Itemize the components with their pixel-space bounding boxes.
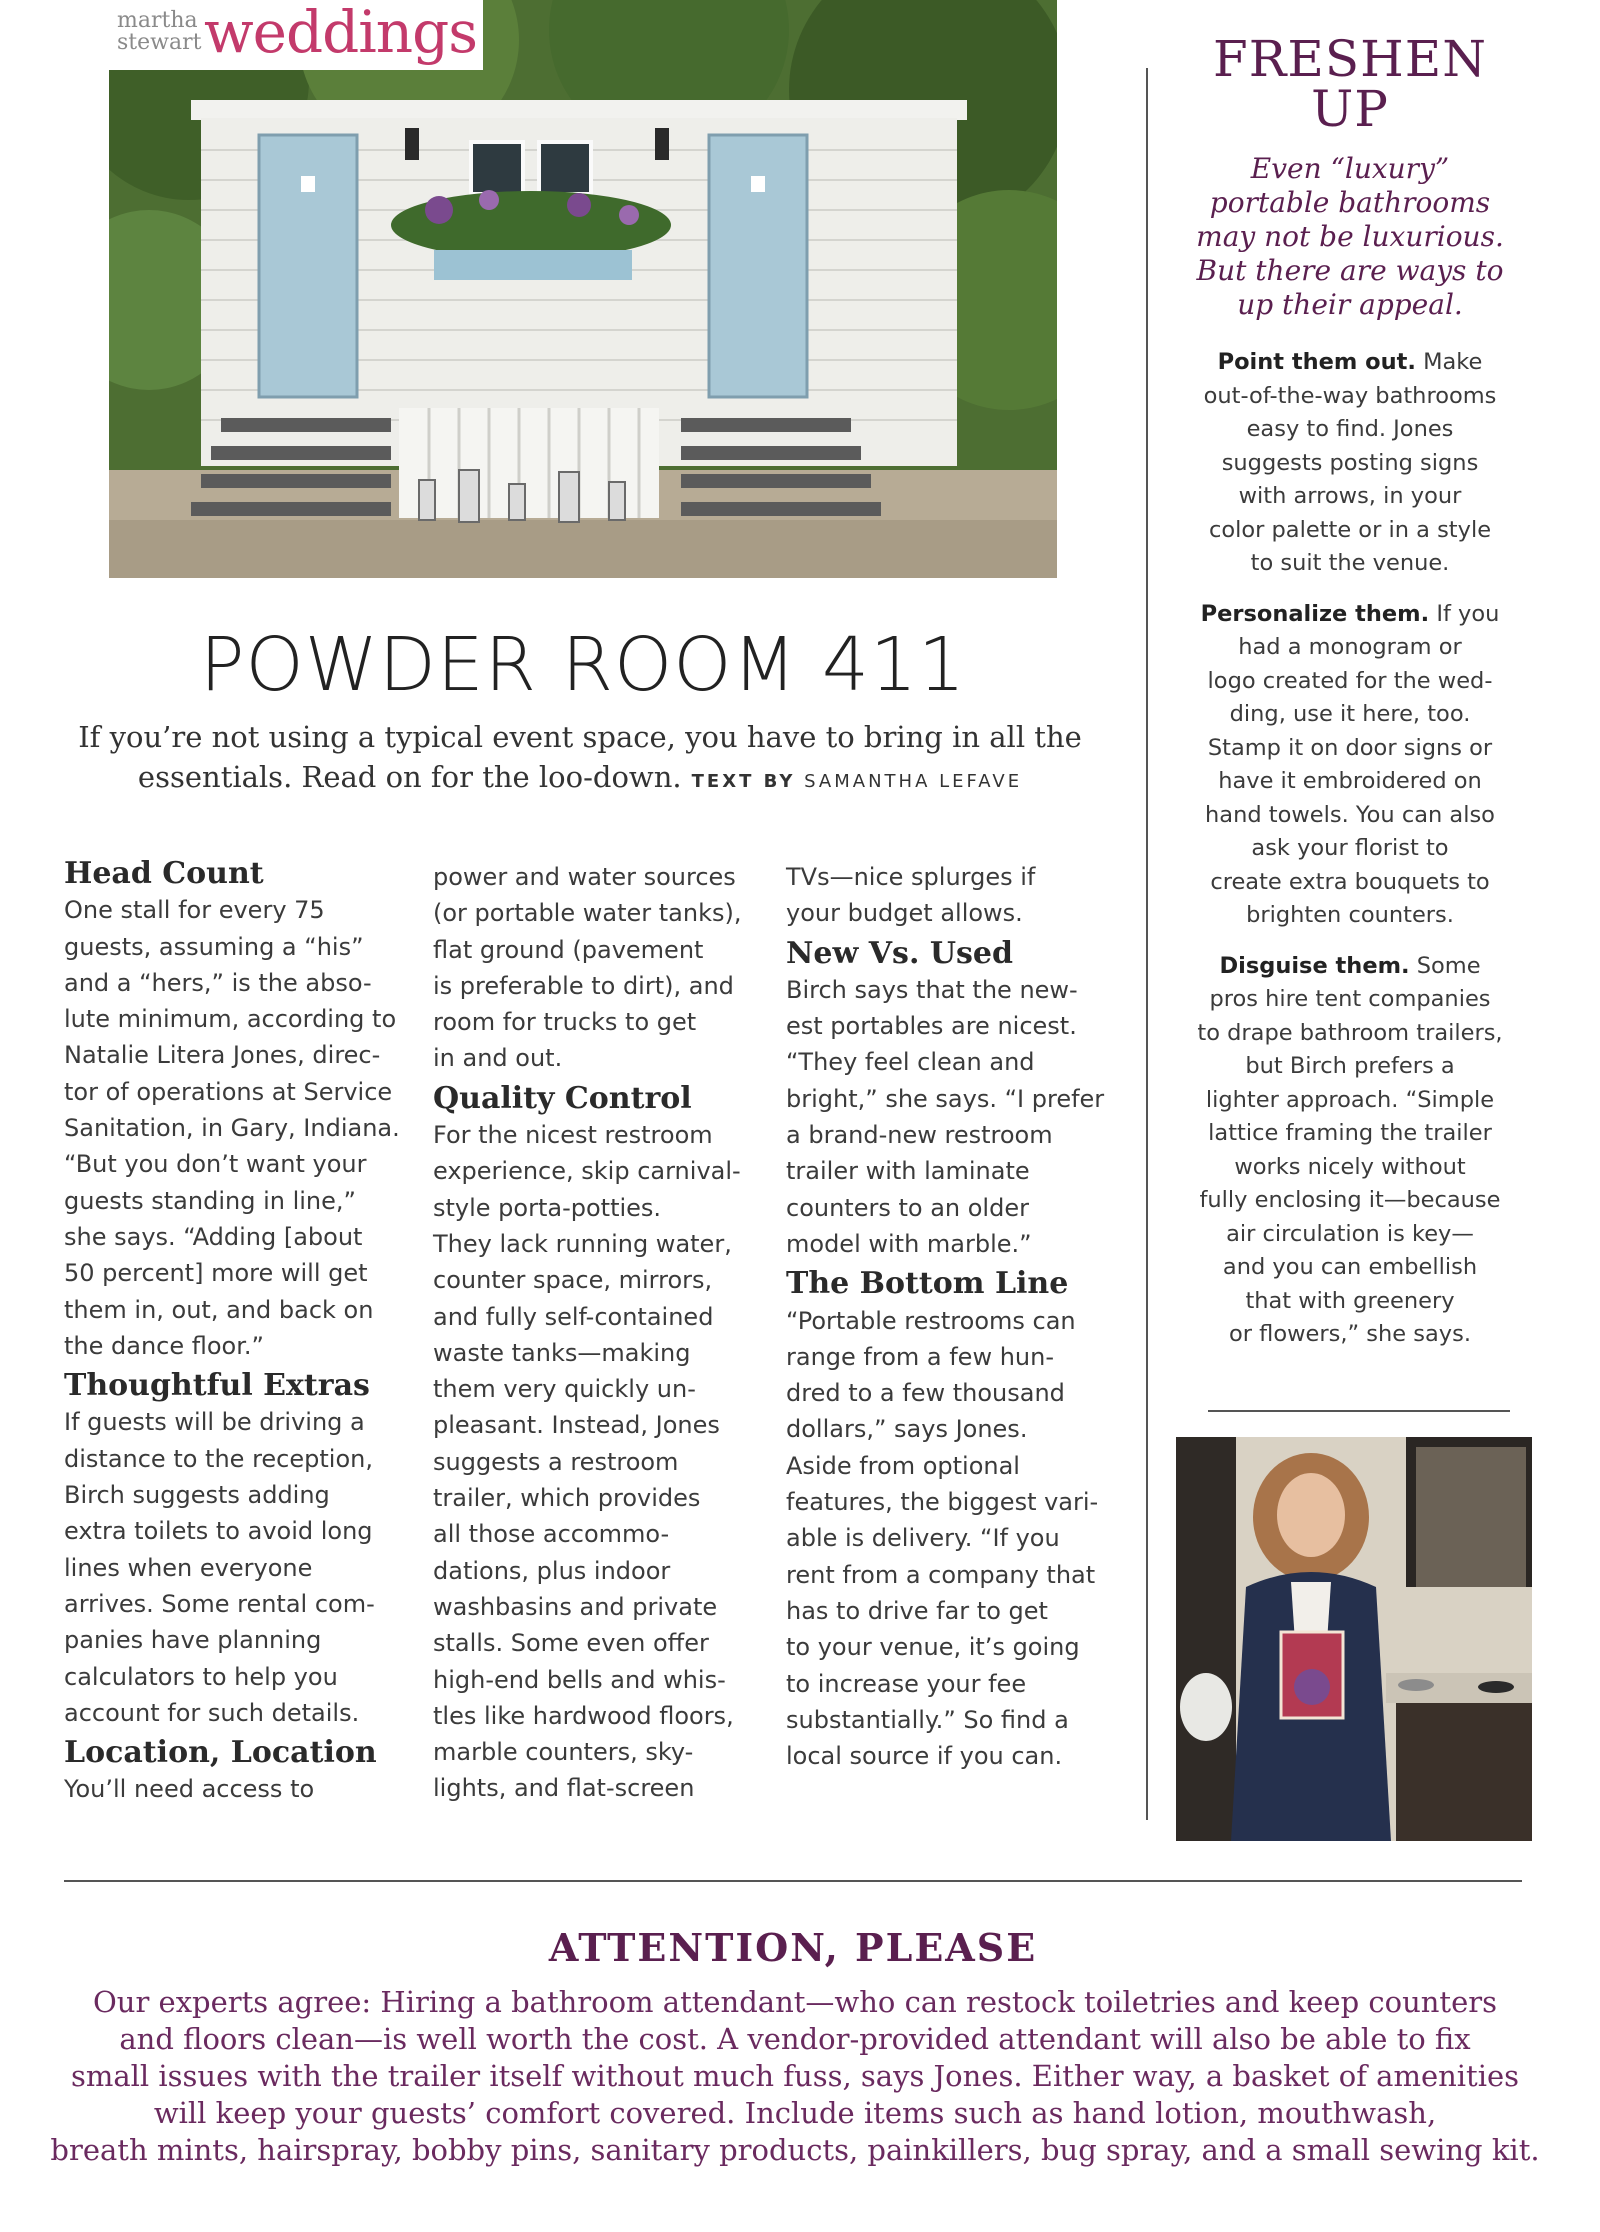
sidebar-sub-line: Even “luxury” (1250, 152, 1450, 185)
body-line: she says. “Adding [about (64, 1222, 363, 1251)
attention-line: and floors clean—is well worth the cost. A vendor-provided attendant will also be able to fix (119, 2022, 1471, 2056)
body-line: (or portable water tanks), (433, 899, 742, 928)
body-line: range from a few hun- (786, 1342, 1054, 1371)
logo-stewart: stewart (117, 30, 202, 55)
body-line: able is delivery. “If you (786, 1524, 1060, 1553)
body-line: panies have planning (64, 1626, 322, 1655)
body-line: guests, assuming a “his” (64, 932, 364, 961)
sidebar-tip-line: lattice framing the trailer (1208, 1120, 1492, 1146)
body-line: “They feel clean and (786, 1048, 1035, 1077)
body-line: extra toilets to avoid long (64, 1517, 373, 1546)
sidebar-tip-line: ding, use it here, too. (1229, 701, 1471, 727)
sidebar-tip-line: easy to find. Jones (1246, 416, 1454, 442)
body-line: tles like hardwood floors, (433, 1701, 734, 1730)
attention-line: will keep your guests’ comfort covered. Include items such as hand lotion, mouthwash, (153, 2096, 1437, 2130)
body-line: a brand-new restroom (786, 1121, 1053, 1150)
sidebar-tip-line: pros hire tent companies (1209, 986, 1491, 1012)
body-line: est portables are nicest. (786, 1012, 1077, 1041)
sidebar-sub-line: But there are ways to (1196, 254, 1504, 287)
sidebar-tip-line: works nicely without (1234, 1153, 1466, 1180)
sidebar-sub-line: up their appeal. (1237, 288, 1463, 321)
body-line: lines when everyone (64, 1553, 313, 1582)
section-heading: Location, Location (64, 1735, 377, 1771)
sidebar-tip-line: brighten counters. (1246, 902, 1454, 928)
sidebar-tip-line: or flowers,” she says. (1229, 1321, 1471, 1347)
section-heading: Thoughtful Extras (64, 1368, 370, 1404)
sidebar-tip-line: with arrows, in your (1238, 483, 1462, 509)
section-heading: Head Count (64, 856, 264, 891)
sidebar-tip (1160, 346, 1540, 581)
sidebar-tip-line: suggests posting signs (1221, 449, 1479, 476)
sidebar-tip-line: to drape bathroom trailers, (1197, 1019, 1503, 1046)
body-line: washbasins and private (433, 1592, 718, 1621)
sidebar-title (1160, 30, 1540, 138)
section-heading: New Vs. Used (786, 935, 1013, 971)
sidebar-tip-line: and you can embellish (1222, 1254, 1478, 1280)
body-line: stalls. Some even offer (433, 1629, 709, 1658)
body-line: trailer with laminate (786, 1157, 1030, 1186)
article-column-3 (786, 859, 1104, 1774)
body-line: experience, skip carnival- (433, 1157, 741, 1186)
sidebar-divider (1146, 68, 1148, 1820)
sidebar-short-rule (1208, 1410, 1510, 1412)
body-line: guests standing in line,” (64, 1186, 356, 1215)
body-line: Sanitation, in Gary, Indiana. (64, 1114, 400, 1143)
body-line: TVs—nice splurges if (786, 863, 1036, 891)
section-heading: The Bottom Line (786, 1266, 1069, 1302)
body-line: distance to the reception, (64, 1444, 373, 1473)
sidebar-tip-line: ask your florist to (1251, 835, 1449, 861)
sidebar-title-line-2: UP (1311, 80, 1389, 138)
body-line: your budget allows. (786, 899, 1023, 928)
logo-small-text (117, 10, 201, 54)
sidebar-tip-line: that with greenery (1245, 1287, 1455, 1314)
body-line: dollars,” says Jones. (786, 1415, 1028, 1444)
body-line: “But you don’t want your (64, 1150, 367, 1179)
sidebar-title-line-1: FRESHEN (1213, 30, 1487, 88)
portrait-illustration (1176, 1437, 1532, 1841)
body-line: tor of operations at Service (64, 1077, 393, 1106)
sidebar-tip-line: have it embroidered on (1218, 768, 1482, 794)
body-line: 50 percent] more will get (64, 1259, 368, 1288)
body-line: model with marble.” (786, 1229, 1032, 1258)
dek-line-2 (60, 757, 1100, 802)
body-line: the dance floor.” (64, 1331, 264, 1360)
body-line: lute minimum, according to (64, 1005, 397, 1034)
sidebar-tip-lead-rest: Some (1409, 952, 1481, 979)
article-dek (60, 717, 1100, 802)
attention-line: Our experts agree: Hiring a bathroom attendant—who can restock toiletries and keep counters (93, 1985, 1497, 2019)
magazine-logo (109, 0, 483, 70)
body-line: to your venue, it’s going (786, 1633, 1080, 1662)
sidebar-tip-lead-rest: Make (1415, 349, 1483, 375)
sidebar-tip-lead-rest: If you (1429, 600, 1500, 627)
sidebar-tip-line: lighter approach. “Simple (1205, 1086, 1495, 1113)
body-line: You’ll need access to (64, 1775, 315, 1804)
body-line: dred to a few thousand (786, 1379, 1065, 1408)
attention-title: ATTENTION, PLEASE (548, 1925, 1038, 1970)
attention-line: small issues with the trailer itself without much fuss, says Jones. Either way, a basket of amenities (70, 2059, 1520, 2093)
byline-name: SAMANTHA LEFAVE (804, 771, 1023, 792)
sidebar-tip-line: had a monogram or (1238, 634, 1462, 660)
body-line: account for such details. (64, 1698, 360, 1727)
body-line: local source if you can. (786, 1742, 1063, 1771)
body-line: power and water sources (433, 863, 736, 891)
body-line: dations, plus indoor (433, 1556, 671, 1585)
restroom-trailer-illustration (109, 0, 1057, 578)
body-line: features, the biggest vari- (786, 1488, 1099, 1517)
body-line: flat ground (pavement (433, 935, 704, 964)
body-line: waste tanks—making (433, 1338, 691, 1367)
body-line: They lack running water, (433, 1229, 732, 1258)
article-column-2 (433, 859, 741, 1807)
sidebar-tip-first-line (1160, 598, 1540, 632)
sidebar-tip-line: out-of-the-way bathrooms (1203, 382, 1497, 409)
article-title: POWDER ROOM 411 (199, 622, 967, 708)
body-line: and fully self-contained (433, 1302, 714, 1331)
sidebar-sub-line: portable bathrooms (1209, 186, 1491, 219)
body-line: Aside from optional (786, 1451, 1020, 1480)
attention-line: breath mints, hairspray, bobby pins, sanitary products, painkillers, bug spray, and a small sewing kit. (50, 2133, 1540, 2167)
byline (692, 771, 1022, 792)
article-column-1 (64, 852, 400, 1808)
sidebar-tip-lead: Disguise them. (1219, 952, 1410, 979)
logo-weddings: weddings (204, 0, 478, 66)
sidebar-tip-line: color palette or in a style (1208, 516, 1492, 543)
dek-line-1: If you’re not using a typical event space, you have to bring in all the (78, 720, 1082, 754)
sidebar-tip (1160, 598, 1540, 933)
body-line: to increase your fee (786, 1669, 1027, 1698)
body-line: has to drive far to get (786, 1596, 1048, 1625)
logo-martha: martha (117, 8, 198, 33)
sidebar-sub-line: may not be luxurious. (1196, 220, 1504, 253)
bottom-divider (64, 1880, 1522, 1882)
body-line: counters to an older (786, 1193, 1029, 1222)
sidebar-tip-first-line (1160, 950, 1540, 984)
body-line: marble counters, sky- (433, 1738, 694, 1767)
body-line: counter space, mirrors, (433, 1266, 713, 1295)
sidebar-tip-lead: Personalize them. (1200, 600, 1430, 627)
hero-photo (109, 0, 1057, 578)
body-line: If guests will be driving a (64, 1408, 365, 1437)
body-line: in and out. (433, 1044, 563, 1073)
body-line: Birch suggests adding (64, 1481, 330, 1510)
body-line: For the nicest restroom (433, 1121, 713, 1150)
body-line: substantially.” So find a (786, 1705, 1069, 1734)
body-line: trailer, which provides (433, 1484, 701, 1513)
sidebar-tip-line: air circulation is key— (1226, 1220, 1474, 1247)
body-line: Natalie Litera Jones, direc- (64, 1041, 381, 1070)
body-line: arrives. Some rental com- (64, 1589, 375, 1618)
body-line: pleasant. Instead, Jones (433, 1411, 720, 1440)
body-line: all those accommo- (433, 1520, 670, 1549)
body-line: them in, out, and back on (64, 1295, 374, 1324)
sidebar-tip-line: logo created for the wed- (1207, 667, 1493, 694)
body-line: lights, and flat-screen (433, 1774, 695, 1803)
body-line: Birch says that the new- (786, 975, 1078, 1004)
body-line: style porta-potties. (433, 1193, 662, 1222)
sidebar-tip-lead: Point them out. (1217, 349, 1416, 375)
sidebar-body (1160, 346, 1540, 1369)
section-heading: Quality Control (433, 1080, 692, 1116)
body-line: is preferable to dirt), and (433, 971, 734, 1000)
body-line: suggests a restroom (433, 1447, 679, 1476)
sidebar-tip-line: fully enclosing it—because (1199, 1187, 1501, 1213)
sidebar-tip-line: but Birch prefers a (1245, 1053, 1455, 1079)
sidebar-tip-line: to suit the venue. (1250, 550, 1450, 576)
portrait-photo (1176, 1437, 1532, 1841)
sidebar-subtitle (1160, 152, 1540, 322)
attention-body (40, 1984, 1550, 2169)
body-line: and a “hers,” is the abso- (64, 968, 372, 997)
sidebar-tip-line: hand towels. You can also (1205, 801, 1495, 828)
sidebar-tip-first-line (1160, 346, 1540, 380)
byline-label: TEXT BY (691, 771, 796, 792)
body-line: them very quickly un- (433, 1375, 696, 1404)
body-line: calculators to help you (64, 1662, 338, 1691)
sidebar-tip-line: create extra bouquets to (1210, 868, 1490, 895)
body-line: high-end bells and whis- (433, 1665, 726, 1694)
body-line: “Portable restrooms can (786, 1306, 1076, 1335)
body-line: One stall for every 75 (64, 896, 325, 925)
sidebar-tip (1160, 950, 1540, 1352)
body-line: rent from a company that (786, 1560, 1096, 1589)
sidebar-tip-line: Stamp it on door signs or (1207, 734, 1493, 761)
body-line: room for trucks to get (433, 1008, 697, 1037)
dek-line-2-text: essentials. Read on for the loo-down. (137, 760, 682, 794)
body-line: bright,” she says. “I prefer (786, 1084, 1105, 1113)
